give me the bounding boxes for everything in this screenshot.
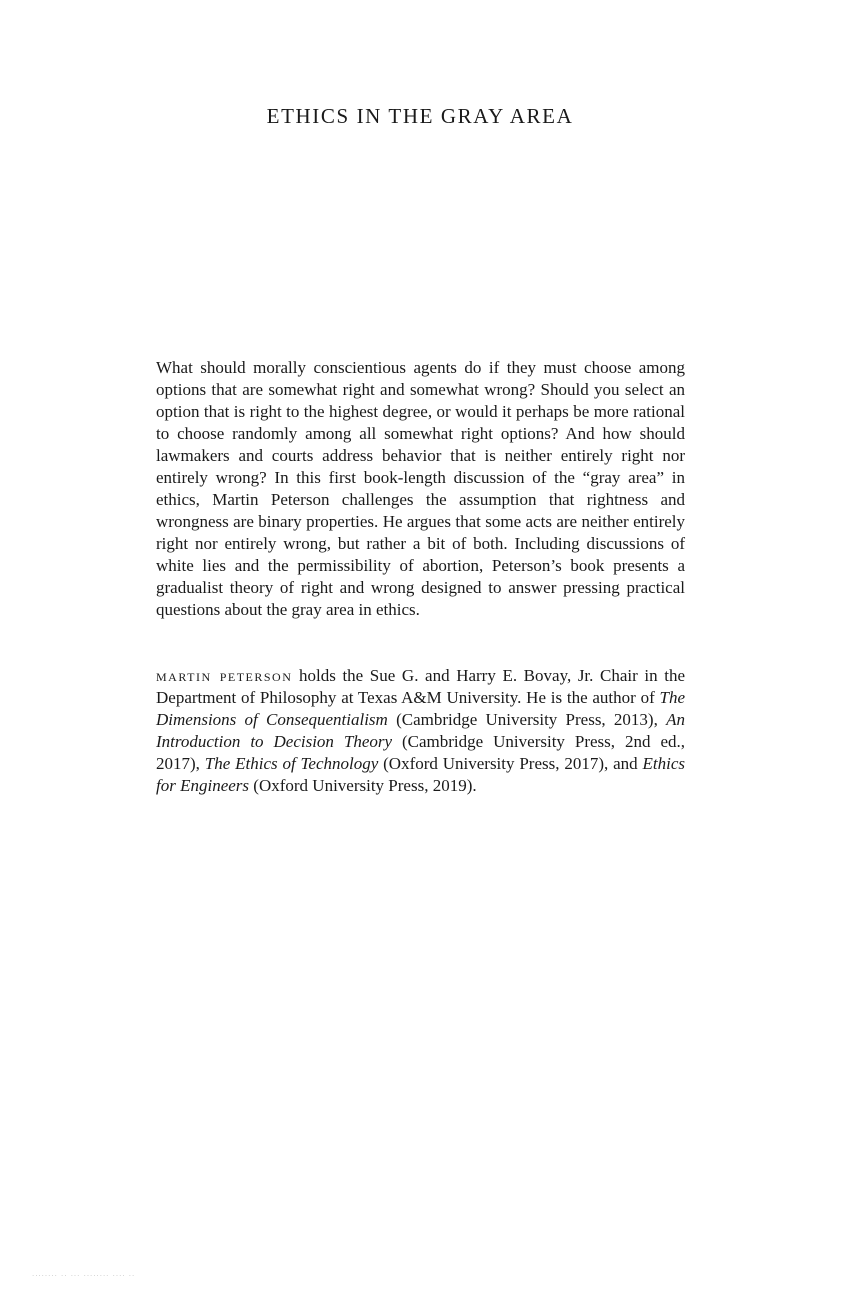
book-title: The Dimensions of Consequentialism: [156, 688, 685, 729]
author-name: martin peterson: [156, 666, 293, 685]
book-title: An Introduction to Decision Theory: [156, 710, 685, 751]
bio-text: (Cambridge University Press, 2013),: [387, 710, 667, 729]
bio-text: (Cambridge University Press, 2nd ed., 2017),: [156, 732, 685, 773]
footer-print-mark: ········ ·· ··· ········ ···· ··: [32, 1272, 136, 1280]
bio-paragraph: [156, 665, 685, 797]
description-paragraph: What should morally conscientious agents do if they must choose among options that are somewhat right and somewhat wrong? Should you select an option that is right to the highest degree, or would it perhaps be more rational to choose randomly among all somewhat right options? And how should lawmakers and courts address behavior that is neither entirely right nor entirely wrong? In this first book-length discussion of the “gray area” in ethics, Martin Peterson challenges the assumption that rightness and wrongness are binary properties. He argues that some acts are neither entirely right nor entirely wrong, but rather a bit of both. Including discussions of white lies and the permissibility of abortion, Peterson’s book presents a gradualist theory of right and wrong designed to answer pressing practical questions about the gray area in ethics.: [156, 358, 685, 619]
bio-text: (Oxford University Press, 2017), and: [378, 754, 643, 773]
author-bio: [156, 665, 685, 797]
bio-text: (Oxford University Press, 2019).: [249, 776, 477, 795]
page-title: ETHICS IN THE GRAY AREA: [266, 104, 574, 128]
bio-text: holds the Sue G. and Harry E. Bovay, Jr. Chair in the Department of Philosophy at Texas A&M University. He is the author of: [156, 666, 685, 707]
book-description: [156, 357, 685, 621]
book-title: Ethics for Engineers: [156, 754, 685, 795]
book-title: The Ethics of Technology: [204, 754, 379, 773]
